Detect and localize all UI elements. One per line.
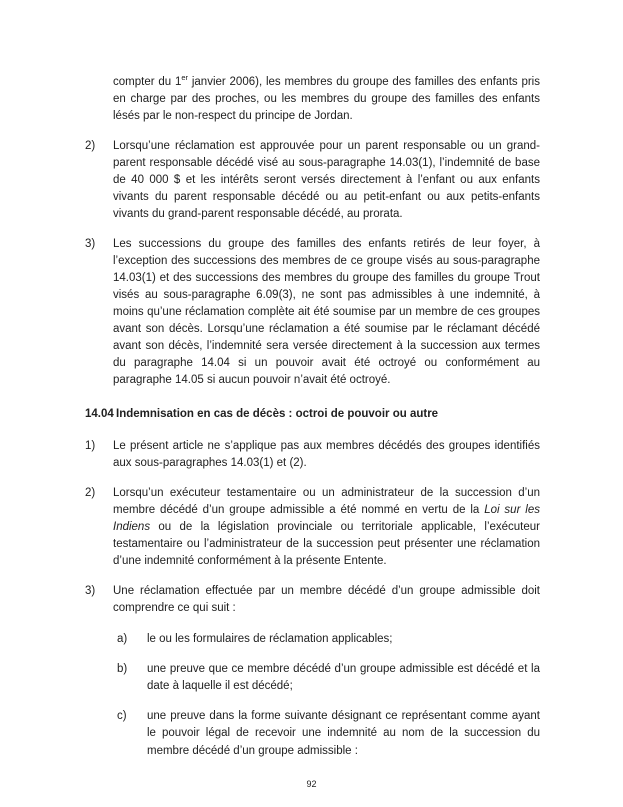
section-heading-14-04: [85, 406, 540, 423]
item-text-post: ou de la législation provinciale ou territoriale applicable, l’exécuteur testamentaire ou l’administrateur de la succession peut présenter une réclamation d’une indemnité conformément à la présente Entente.: [113, 521, 540, 568]
list-item-2b: [85, 485, 540, 570]
section-number: 14.04: [85, 408, 114, 421]
continuation-text-pre: compter du 1: [113, 76, 182, 88]
item-letter: a): [117, 633, 128, 646]
page-content: [85, 74, 540, 773]
sublist-item-b: [85, 661, 540, 695]
list-item-3: [85, 236, 540, 389]
page-number: 92: [306, 778, 317, 789]
continuation-text-post: janvier 2006), les membres du groupe des familles des enfants pris en charge par des proches, ou les membres du groupe des familles des enfants lésés par le non-respect du principe de Jordan.: [113, 76, 540, 123]
item-text: Une réclamation effectuée par un membre décédé d’un groupe admissible doit comprendre ce qui suit :: [113, 585, 540, 615]
item-text: une preuve dans la forme suivante désignant ce représentant comme ayant le pouvoir légal de recevoir une indemnité au nom de la succession du membre décédé d’un groupe admissible :: [147, 710, 540, 757]
item-number: 3): [85, 238, 96, 251]
sublist-item-a: [85, 631, 540, 648]
list-item-3b: [85, 583, 540, 617]
item-text: Les successions du groupe des familles des enfants retirés de leur foyer, à l’exception des successions des membres de ce groupe visés au sous-paragraphe 14.03(1) et des successions des membres du groupe des familles du groupe Trout visés au sous-paragraphe 6.09(3), ne sont pas admissibles à une indemnité, à moins qu’une réclamation complète ait été soumise par un membre de ces groupes avant son décès. Lorsqu’une réclamation a été soumise par le réclamant décédé avant son décès, l’indemnité sera versée directement à la succession aux termes du paragraphe 14.04 si un pouvoir avait été octroyé ou conformément au paragraphe 14.05 si aucun pouvoir n’avait été octroyé.: [113, 238, 540, 387]
list-item-2: [85, 138, 540, 223]
item-text: Lorsqu’une réclamation est approuvée pour un parent responsable ou un grand-parent responsable décédé visé au sous-paragraphe 14.03(1), l’indemnité de base de 40 000 $ et les intérêts seront versés directement à l’enfant ou aux enfants vivants du parent responsable décédé ou au petit-enfant ou aux petits-enfants vivants du grand-parent responsable décédé, au prorata.: [113, 140, 540, 221]
item-number: 3): [85, 585, 96, 598]
item-number: 1): [85, 440, 96, 453]
item-text: une preuve que ce membre décédé d’un groupe admissible est décédé et la date à laquelle il est décédé;: [147, 663, 540, 693]
item-text: le ou les formulaires de réclamation applicables;: [147, 633, 393, 646]
section-title: Indemnisation en cas de décès : octroi de pouvoir ou autre: [116, 408, 439, 421]
ordinal-superscript: er: [181, 73, 189, 83]
sublist-item-c: [85, 708, 540, 759]
paragraph-continuation: [113, 74, 540, 125]
item-letter: b): [117, 663, 128, 676]
list-item-1: [85, 438, 540, 472]
item-text-pre: Lorsqu’un exécuteur testamentaire ou un administrateur de la succession d’un membre décédé d’un groupe admissible a été nommé en vertu de la: [113, 487, 540, 517]
item-text: [113, 485, 540, 570]
item-number: 2): [85, 140, 96, 153]
item-text: Le présent article ne s’applique pas aux membres décédés des groupes identifiés aux sous-paragraphes 14.03(1) et (2).: [113, 440, 540, 470]
statute-name-italic: Loi sur les Indiens: [113, 504, 540, 534]
item-number: 2): [85, 487, 96, 500]
sublist: [85, 631, 540, 759]
item-letter: c): [117, 710, 127, 723]
